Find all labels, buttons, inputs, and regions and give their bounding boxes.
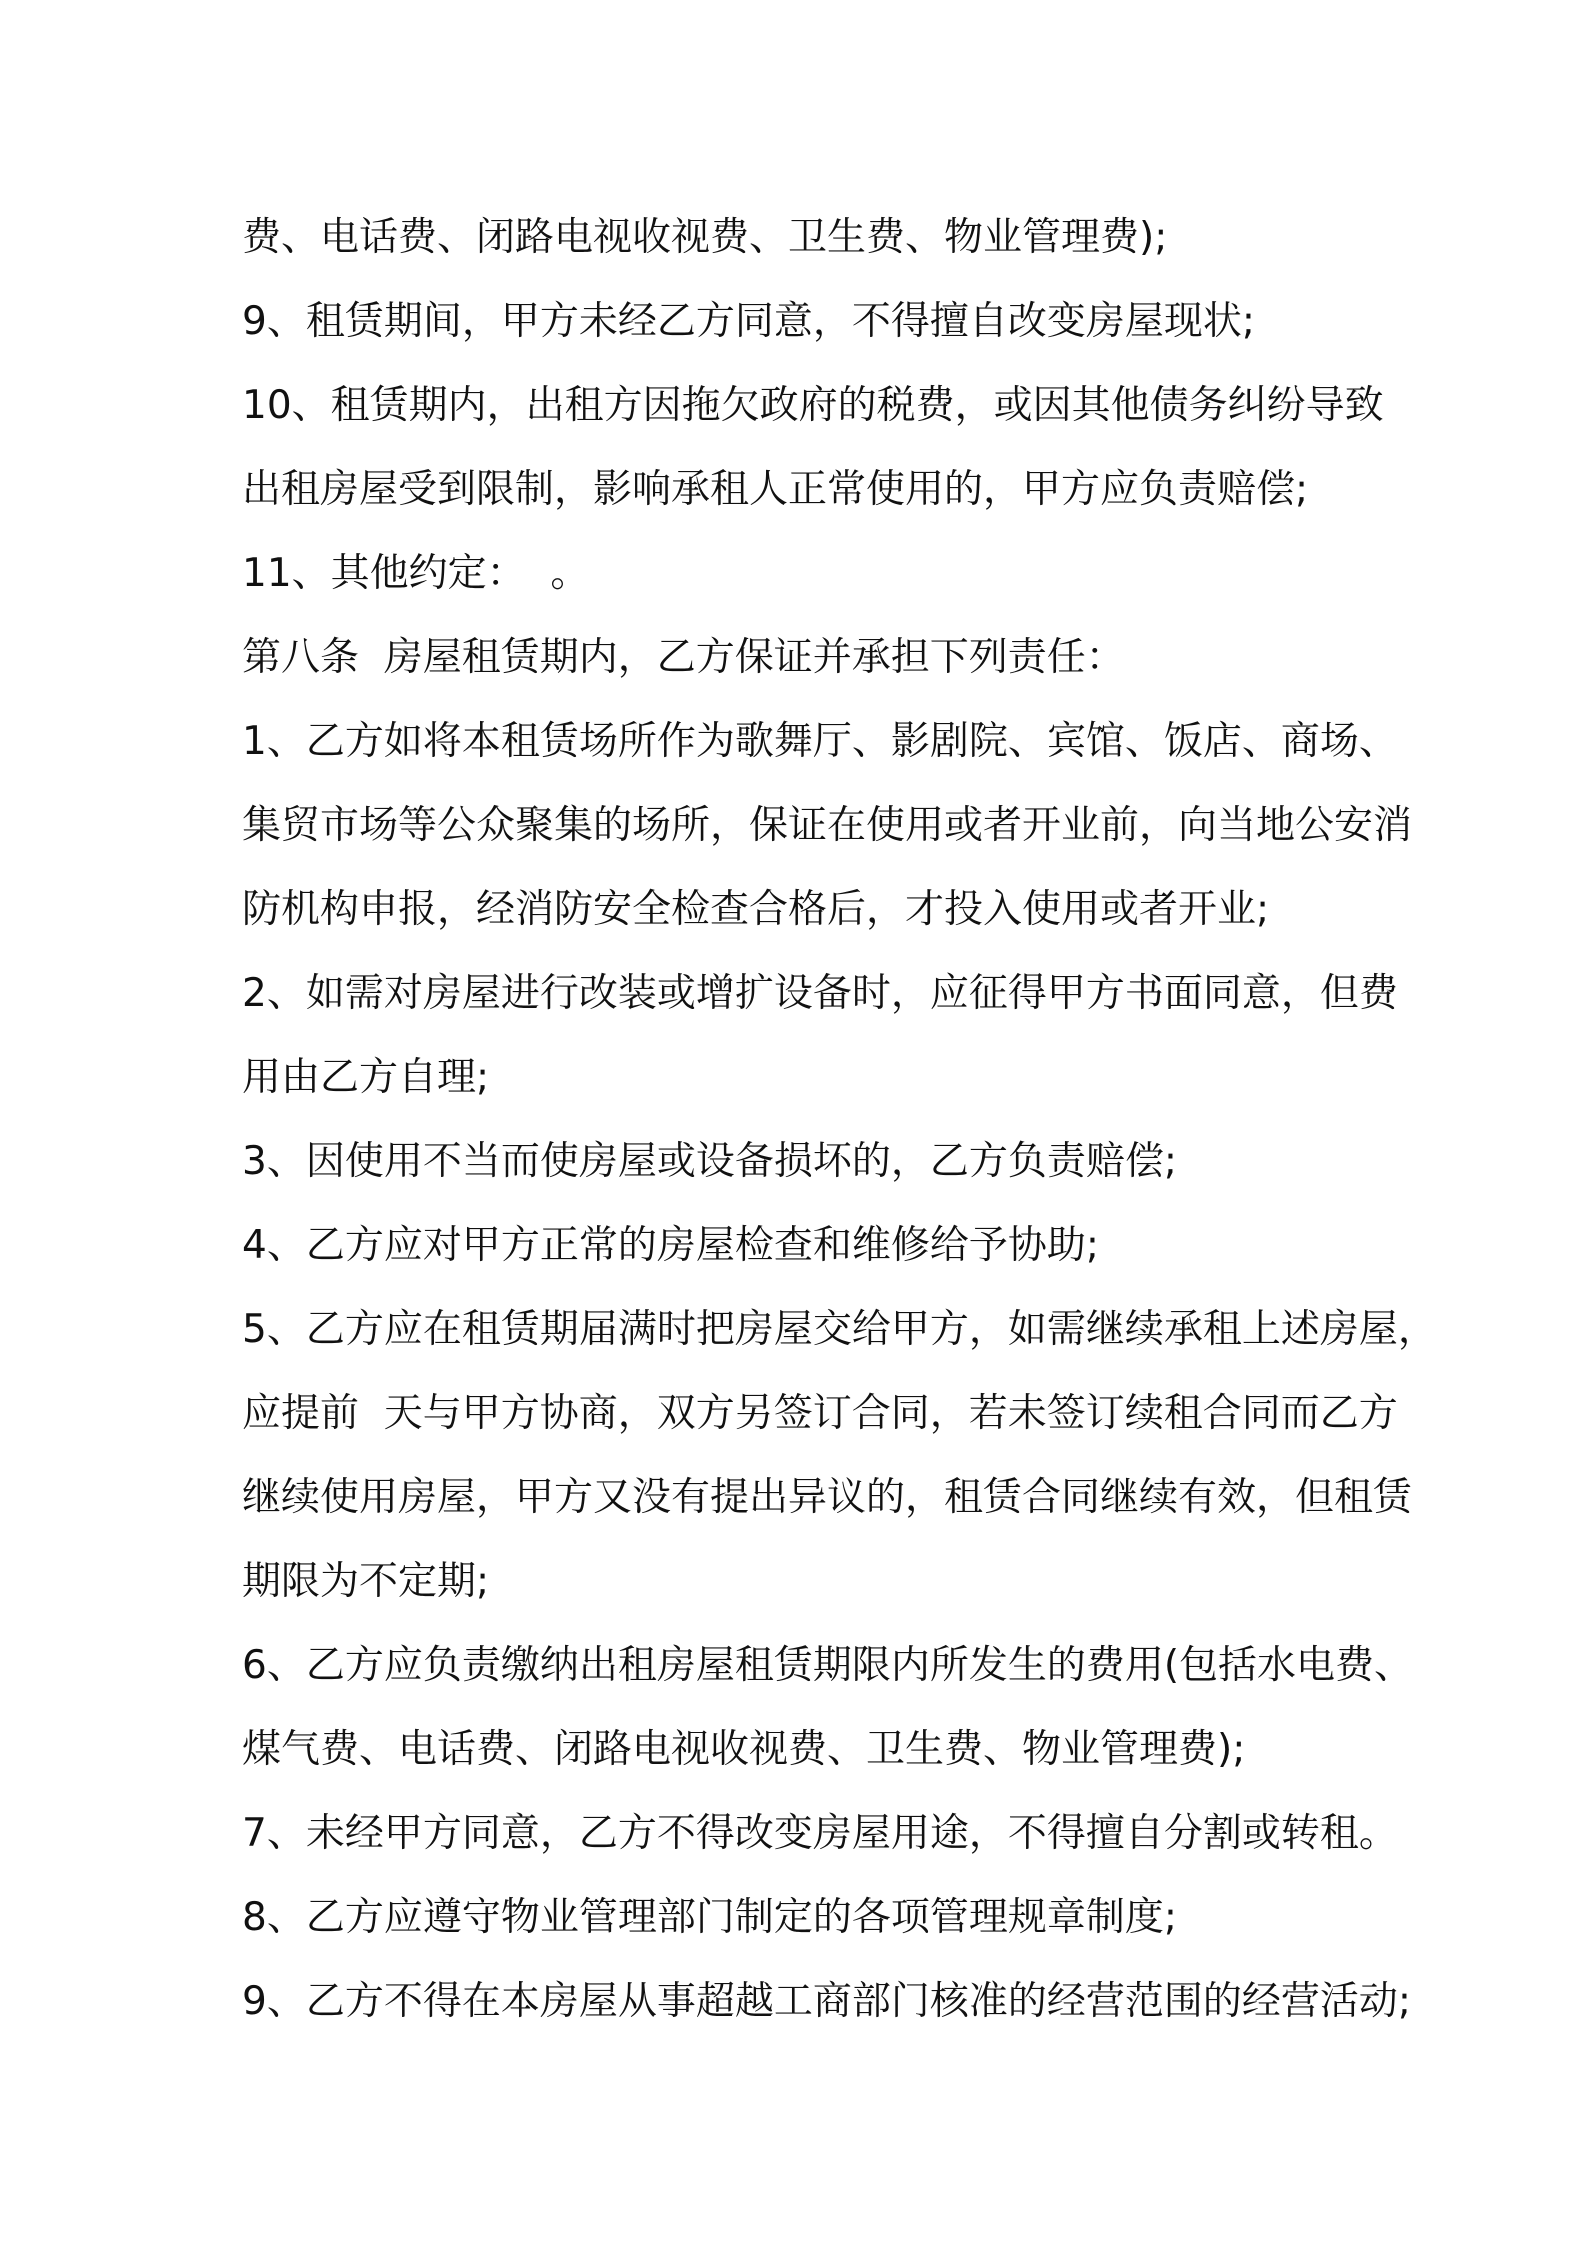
text-line: 7、未经甲方同意，乙方不得改变房屋用途，不得擅自分割或转租。 bbox=[242, 1811, 1398, 1856]
text-line: 集贸市场等公众聚集的场所，保证在使用或者开业前，向当地公安消 bbox=[242, 803, 1413, 848]
text-line: 继续使用房屋，甲方又没有提出异议的，租赁合同继续有效，但租赁 bbox=[242, 1475, 1413, 1520]
text-line: 防机构申报，经消防安全检查合格后，才投入使用或者开业; bbox=[242, 887, 1270, 932]
text-line: 8、乙方应遵守物业管理部门制定的各项管理规章制度; bbox=[242, 1895, 1177, 1940]
text-line: 4、乙方应对甲方正常的房屋检查和维修给予协助; bbox=[242, 1223, 1099, 1268]
text-line: 5、乙方应在租赁期届满时把房屋交给甲方，如需继续承租上述房屋， bbox=[242, 1307, 1437, 1352]
text-line: 11、其他约定： 。 bbox=[242, 551, 590, 596]
section-heading: 第八条 房屋租赁期内，乙方保证并承担下列责任： bbox=[242, 635, 1125, 680]
text-line: 费、电话费、闭路电视收视费、卫生费、物业管理费); bbox=[242, 215, 1168, 260]
text-line: 煤气费、电话费、闭路电视收视费、卫生费、物业管理费); bbox=[242, 1727, 1246, 1772]
text-line: 9、租赁期间，甲方未经乙方同意，不得擅自改变房屋现状; bbox=[242, 299, 1255, 344]
text-line: 应提前 天与甲方协商，双方另签订合同，若未签订续租合同而乙方 bbox=[242, 1391, 1398, 1436]
text-line: 出租房屋受到限制，影响承租人正常使用的，甲方应负责赔偿; bbox=[242, 467, 1309, 512]
text-line: 6、乙方应负责缴纳出租房屋租赁期限内所发生的费用(包括水电费、 bbox=[242, 1643, 1414, 1688]
text-line: 3、因使用不当而使房屋或设备损坏的，乙方负责赔偿; bbox=[242, 1139, 1177, 1184]
text-line: 2、如需对房屋进行改装或增扩设备时，应征得甲方书面同意，但费 bbox=[242, 971, 1398, 1016]
text-line: 期限为不定期; bbox=[242, 1559, 490, 1604]
text-line: 10、租赁期内，出租方因拖欠政府的税费，或因其他债务纠纷导致 bbox=[242, 383, 1384, 428]
text-line: 用由乙方自理; bbox=[242, 1055, 490, 1100]
text-line: 9、乙方不得在本房屋从事超越工商部门核准的经营范围的经营活动; bbox=[242, 1979, 1411, 2024]
document-body bbox=[242, 196, 1437, 2044]
text-line: 1、乙方如将本租赁场所作为歌舞厅、影剧院、宾馆、饭店、商场、 bbox=[242, 719, 1398, 764]
